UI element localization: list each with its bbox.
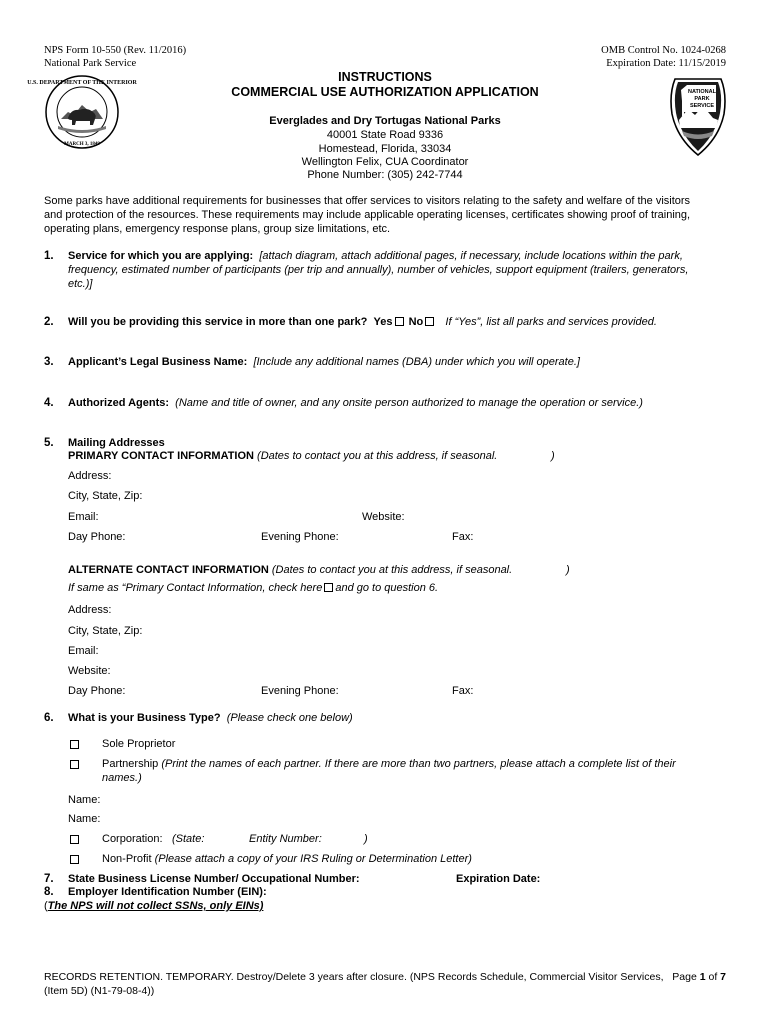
primary-contact-heading (68, 450, 497, 462)
same-as-primary (68, 582, 438, 594)
omb-control: OMB Control No. 1024-0268 (601, 45, 726, 56)
q4-number: 4. (44, 397, 54, 409)
q3-note: [Include any additional names (DBA) under which you will operate.] (253, 356, 580, 368)
q6-number: 6. (44, 712, 54, 724)
corporation-entity: Entity Number: (249, 833, 322, 845)
page-number: 1 (699, 971, 706, 983)
arrowhead-text-3: SERVICE (689, 103, 715, 109)
corporation-state: (State: (172, 833, 205, 845)
q8-label: Employer Identification Number (EIN): (68, 886, 267, 898)
primary-email-label: Email: (68, 511, 99, 523)
primary-address-label: Address: (68, 470, 112, 482)
alternate-website-label: Website: (68, 665, 111, 677)
records-retention-line-2: (Item 5D) (N1-79-08-4)) (44, 985, 155, 997)
q6-note: (Please check one below) (226, 712, 353, 724)
alternate-city-label: City, State, Zip: (68, 625, 143, 637)
q2-label: Will you be providing this service in more than one park? (68, 316, 368, 328)
q8-note: The NPS will not collect SSNs, only EINs) (47, 900, 264, 912)
primary-contact-label: PRIMARY CONTACT INFORMATION (68, 450, 254, 462)
alternate-contact-label: ALTERNATE CONTACT INFORMATION (68, 564, 269, 576)
intro-line-1: Some parks have additional requirements for businesses that offer services to visitors relating to the safety and welfare of the visitors (44, 195, 691, 207)
form-number: NPS Form 10-550 (Rev. 11/2016) (44, 45, 187, 56)
q1-question (68, 250, 683, 262)
partner-name-1-label: Name: (68, 794, 101, 806)
q5-label: Mailing Addresses (68, 437, 165, 449)
partnership-row (102, 758, 676, 770)
seal-text-top: U.S. DEPARTMENT OF THE INTERIOR (27, 80, 137, 86)
primary-day-phone-label: Day Phone: (68, 531, 126, 543)
q3-question (68, 356, 580, 368)
park-city: Homestead, Florida, 33034 (318, 143, 452, 155)
page-indicator (672, 971, 726, 983)
alternate-evening-phone-label: Evening Phone: (261, 685, 339, 697)
corporation-checkbox[interactable] (70, 835, 79, 844)
arrowhead-text-2: PARK (694, 96, 710, 102)
nonprofit-checkbox[interactable] (70, 855, 79, 864)
partnership-checkbox[interactable] (70, 760, 79, 769)
corporation-label: Corporation: (102, 833, 163, 845)
q3-number: 3. (44, 356, 54, 368)
q1-note-1: [attach diagram, attach additional pages, if necessary, include locations within the park, (259, 250, 683, 262)
nonprofit-note: (Please attach a copy of your IRS Ruling or Determination Letter) (154, 853, 472, 865)
q2-yes-label: Yes (373, 316, 393, 328)
q7-expiration-label: Expiration Date: (456, 873, 541, 885)
alternate-address-label: Address: (68, 604, 112, 616)
partnership-note-2: names.) (102, 772, 142, 784)
primary-contact-note: (Dates to contact you at this address, if seasonal. (257, 450, 498, 462)
records-retention-line-1: RECORDS RETENTION. TEMPORARY. Destroy/Delete 3 years after closure. (NPS Records Schedule, Commercial Visitor Services, (44, 971, 664, 983)
primary-website-label: Website: (362, 511, 405, 523)
park-name: Everglades and Dry Tortugas National Parks (269, 115, 501, 127)
agency-name: National Park Service (44, 58, 137, 69)
q8-note-row (44, 900, 263, 912)
primary-evening-phone-label: Evening Phone: (261, 531, 339, 543)
primary-contact-close-paren: ) (551, 450, 555, 462)
sole-proprietor-checkbox[interactable] (70, 740, 79, 749)
q2-no-label: No (408, 316, 424, 328)
nonprofit-label: Non-Profit (102, 853, 152, 865)
park-street: 40001 State Road 9336 (326, 129, 444, 141)
q1-label: Service for which you are applying: (68, 250, 254, 262)
alternate-contact-close-paren: ) (566, 564, 570, 576)
phone-number: Phone Number: (305) 242-7744 (307, 169, 463, 181)
alternate-day-phone-label: Day Phone: (68, 685, 126, 697)
q2-no-checkbox[interactable] (425, 317, 434, 326)
q1-note-2: frequency, estimated number of participants (per trip and annually), number of vehicles, support equipment (trailers, generators, (68, 264, 689, 276)
seal-text-bottom: MARCH 3, 1849 (64, 142, 100, 147)
q8-number: 8. (44, 886, 54, 898)
q5-number: 5. (44, 437, 54, 449)
same-as-after: and go to question 6. (335, 582, 439, 594)
primary-fax-label: Fax: (452, 531, 474, 543)
q1-note-3: etc.)] (68, 278, 93, 290)
page-total: 7 (720, 971, 726, 983)
q4-label: Authorized Agents: (68, 397, 170, 409)
q2-number: 2. (44, 316, 54, 328)
corporation-close-paren: ) (364, 833, 368, 845)
q6-label: What is your Business Type? (68, 712, 221, 724)
primary-city-label: City, State, Zip: (68, 490, 143, 502)
intro-line-2: and protection of the resources. These requirements may include applicable operating licenses, certificates showing proof of training, (44, 209, 691, 221)
q6-question (68, 712, 353, 724)
alternate-contact-note: (Dates to contact you at this address, if seasonal. (271, 564, 513, 576)
alternate-contact-heading (68, 564, 512, 576)
q4-note: (Name and title of owner, and any onsite person authorized to manage the operation or service.) (175, 397, 643, 409)
page-subtitle: COMMERCIAL USE AUTHORIZATION APPLICATION (231, 85, 539, 99)
q2-note: If “Yes”, list all parks and services provided. (445, 316, 657, 328)
q1-number: 1. (44, 250, 54, 262)
partnership-label: Partnership (102, 758, 159, 770)
q2-yes-checkbox[interactable] (395, 317, 404, 326)
q8-open-paren: ( (44, 900, 48, 912)
alternate-email-label: Email: (68, 645, 99, 657)
partner-name-2-label: Name: (68, 813, 101, 825)
expiration-date: Expiration Date: 11/15/2019 (606, 58, 726, 69)
nonprofit-row (102, 853, 472, 865)
coordinator: Wellington Felix, CUA Coordinator (301, 156, 469, 168)
q2-question (68, 316, 657, 328)
page-prefix: Page (672, 971, 700, 983)
intro-line-3: operating plans, emergency response plans, group size limitations, etc. (44, 223, 391, 235)
sole-proprietor-label: Sole Proprietor (102, 738, 176, 750)
q3-label: Applicant’s Legal Business Name: (68, 356, 248, 368)
q7-label: State Business License Number/ Occupational Number: (68, 873, 360, 885)
page-of: of (705, 971, 721, 983)
same-as-label: If same as “Primary Contact Information, check here (68, 582, 323, 594)
arrowhead-text-1: NATIONAL (687, 89, 717, 95)
page-title: INSTRUCTIONS (338, 70, 432, 84)
q7-number: 7. (44, 873, 54, 885)
alternate-fax-label: Fax: (452, 685, 474, 697)
same-as-checkbox[interactable] (324, 583, 333, 592)
q4-question (68, 397, 643, 409)
partnership-note-1: (Print the names of each partner. If there are more than two partners, please attach a complete list of their (161, 758, 676, 770)
